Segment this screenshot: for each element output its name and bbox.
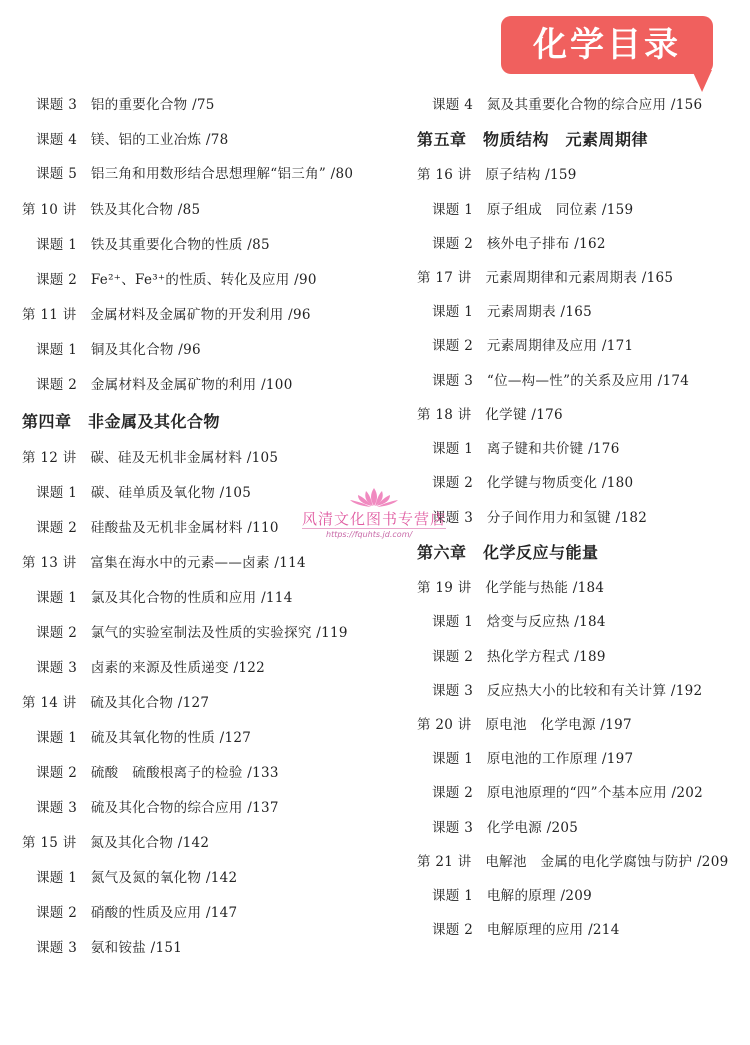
toc-entry: 第 21 讲 电解池 金属的电化学腐蚀与防护 /209	[417, 854, 729, 870]
toc-entry: 课题 2 硝酸的性质及应用 /147	[36, 905, 238, 921]
toc-entry: 课题 3 化学电源 /205	[432, 820, 579, 836]
toc-entry: 课题 1 铁及其重要化合物的性质 /85	[36, 237, 270, 253]
toc-entry: 课题 2 氯气的实验室制法及性质的实验探究 /119	[36, 625, 348, 641]
toc-entry: 第 20 讲 原电池 化学电源 /197	[417, 717, 632, 733]
shop-watermark	[296, 486, 452, 548]
toc-entry: 课题 3 卤素的来源及性质递变 /122	[36, 660, 265, 676]
toc-entry: 课题 2 硅酸盐及无机非金属材料 /110	[36, 520, 279, 536]
toc-entry: 课题 3 分子间作用力和氢键 /182	[432, 510, 648, 526]
toc-entry: 课题 2 原电池原理的“四”个基本应用 /202	[432, 785, 703, 801]
toc-entry: 第 11 讲 金属材料及金属矿物的开发利用 /96	[22, 307, 311, 323]
toc-entry: 第 15 讲 氮及其化合物 /142	[22, 835, 210, 851]
toc-entry: 课题 3 铝的重要化合物 /75	[36, 97, 215, 113]
toc-entry: 第 13 讲 富集在海水中的元素——卤素 /114	[22, 555, 306, 571]
toc-entry: 课题 1 原电池的工作原理 /197	[432, 751, 634, 767]
toc-entry: 课题 5 铝三角和用数形结合思想理解“铝三角” /80	[36, 166, 354, 182]
toc-entry: 课题 2 元素周期律及应用 /171	[432, 338, 634, 354]
toc-entry: 课题 1 铜及其化合物 /96	[36, 342, 201, 358]
toc-entry: 课题 2 热化学方程式 /189	[432, 649, 606, 665]
shop-name: 风清文化图书专营店	[302, 510, 447, 528]
watermark-underline	[302, 528, 446, 529]
toc-entry: 课题 2 核外电子排布 /162	[432, 236, 606, 252]
badge-speech-tail	[688, 70, 712, 92]
chapter-heading: 第六章 化学反应与能量	[417, 543, 599, 562]
toc-entry: 课题 3 氨和铵盐 /151	[36, 940, 183, 956]
chapter-heading: 第四章 非金属及其化合物	[22, 412, 221, 431]
toc-entry: 课题 3 “位—构—性”的关系及应用 /174	[432, 373, 690, 389]
toc-entry: 第 16 讲 原子结构 /159	[417, 167, 577, 183]
toc-entry: 课题 3 反应热大小的比较和有关计算 /192	[432, 683, 703, 699]
toc-entry: 课题 1 离子键和共价键 /176	[432, 441, 620, 457]
toc-entry: 第 12 讲 碳、硅及无机非金属材料 /105	[22, 450, 279, 466]
chapter-heading: 第五章 物质结构 元素周期律	[417, 130, 649, 149]
catalog-badge: 化学目录	[501, 16, 713, 74]
toc-entry: 课题 1 硫及其氧化物的性质 /127	[36, 730, 252, 746]
toc-entry: 第 18 讲 化学键 /176	[417, 407, 563, 423]
lotus-icon	[344, 486, 404, 508]
toc-entry: 课题 2 化学键与物质变化 /180	[432, 475, 634, 491]
toc-entry: 课题 2 Fe²⁺、Fe³⁺的性质、转化及应用 /90	[36, 272, 317, 288]
shop-url: https://fquhts.jd.com/	[326, 530, 413, 539]
toc-entry: 课题 4 镁、铝的工业冶炼 /78	[36, 132, 229, 148]
toc-entry: 课题 1 碳、硅单质及氧化物 /105	[36, 485, 252, 501]
toc-entry: 课题 4 氮及其重要化合物的综合应用 /156	[432, 97, 703, 113]
toc-entry: 课题 1 电解的原理 /209	[432, 888, 592, 904]
toc-entry: 第 19 讲 化学能与热能 /184	[417, 580, 605, 596]
toc-entry: 课题 1 氯及其化合物的性质和应用 /114	[36, 590, 293, 606]
toc-entry: 课题 1 氮气及氮的氧化物 /142	[36, 870, 238, 886]
toc-entry: 第 14 讲 硫及其化合物 /127	[22, 695, 210, 711]
toc-entry: 课题 2 硫酸 硫酸根离子的检验 /133	[36, 765, 279, 781]
toc-entry: 课题 1 原子组成 同位素 /159	[432, 202, 634, 218]
toc-entry: 课题 1 焓变与反应热 /184	[432, 614, 606, 630]
toc-entry: 第 17 讲 元素周期律和元素周期表 /165	[417, 270, 674, 286]
toc-entry: 课题 1 元素周期表 /165	[432, 304, 592, 320]
toc-entry: 第 10 讲 铁及其化合物 /85	[22, 202, 201, 218]
toc-entry: 课题 2 金属材料及金属矿物的利用 /100	[36, 377, 293, 393]
toc-entry: 课题 2 电解原理的应用 /214	[432, 922, 620, 938]
toc-entry: 课题 3 硫及其化合物的综合应用 /137	[36, 800, 279, 816]
